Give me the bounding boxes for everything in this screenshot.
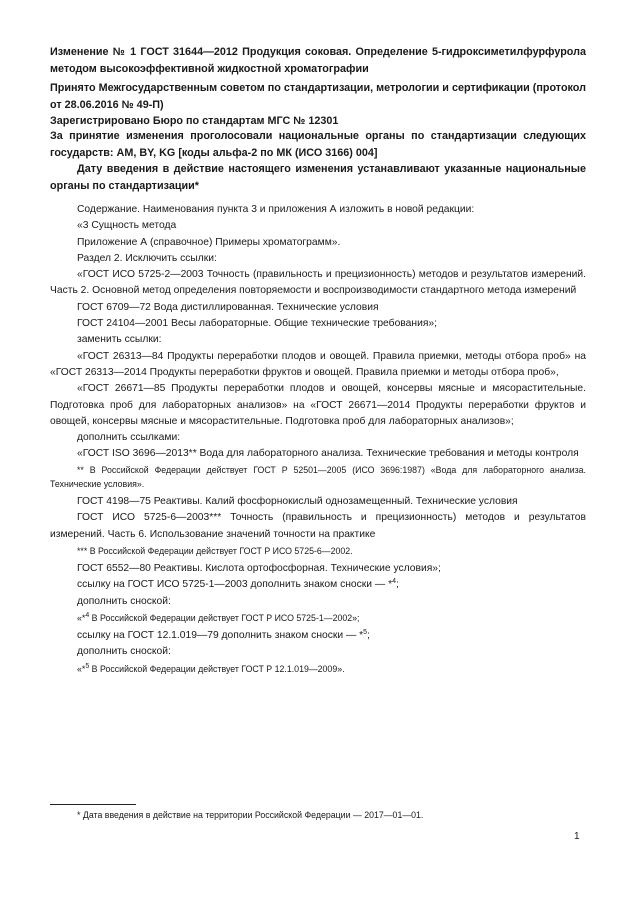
footnote-separator [50, 804, 136, 805]
footnote-5: «*$^5$ В Российской Федерации действует ГОСТ Р 12.1.019—2009». [77, 663, 345, 674]
body-line: ГОСТ 6709—72 Вода дистиллированная. Технические условия [77, 301, 379, 313]
body-line: ГОСТ 6552—80 Реактивы. Кислота ортофосфорная. Технические условия»; [77, 563, 441, 574]
body-line: «ГОСТ 26671—85 Продукты переработки плодов и овощей, консервы мясные и мясорастительные. Подготовка проб для лабораторных анализов» на «ГОСТ 26671—2014 Продукты переработки фруктов и овощей, консервы мясные и мясорастительные. Подготовка проб для лабораторных анализов»; [50, 383, 586, 427]
body-line: дополнить сноской: [77, 646, 171, 658]
effective-date-statement: Дату введения в действие настоящего изменения устанавливают указанные национальные органы по стандартизации* [50, 163, 586, 192]
footnote-iso3696: ** В Российской Федерации действует ГОСТ Р 52501—2005 (ИСО 3696:1987) «Вода для лабораторного анализа. Технические условия». [50, 465, 586, 489]
body-line: дополнить ссылками: [77, 432, 181, 444]
page-number: 1 [574, 831, 580, 842]
amendment-title: Изменение № 1 ГОСТ 31644—2012 Продукция соковая. Определение 5-гидроксиметилфурфурола методом высокоэффективной жидкостной хроматографии [50, 46, 586, 75]
body-line: ГОСТ ИСО 5725-6—2003*** Точность (правильность и прецизионность) методов и результатов измерений. Часть 6. Использование значений точности на практике [50, 512, 586, 540]
voting-statement: За принятие изменения проголосовали национальные органы по стандартизации следующих государств: AM, BY, KG [коды альфа-2 по МК (ИСО 3166) 004] [50, 130, 586, 159]
body-line: «3 Сущность метода [77, 220, 177, 232]
body-line: ссылку на ГОСТ 12.1.019—79 дополнить знаком сноски — *$^5$; [77, 629, 370, 641]
body-block-2 [50, 494, 586, 543]
body-line: Содержание. Наименования пункта 3 и приложения А изложить в новой редакции: [77, 204, 475, 215]
body-line: заменить ссылки: [77, 334, 162, 346]
footnote-iso5725-6: *** В Российской Федерации действует ГОСТ Р ИСО 5725-6—2002. [77, 546, 353, 556]
body-block-4 [50, 628, 586, 661]
body-line: «ГОСТ 26313—84 Продукты переработки плодов и овощей. Правила приемки, методы отбора проб» на «ГОСТ 26313—2014 Продукты переработки фруктов и овощей. Правила приемки и методы отбора проб», [50, 350, 586, 378]
page-footnote: * Дата введения в действие на территории Российской Федерации — 2017—01—01. [77, 810, 424, 820]
body-line: «ГОСТ ИСО 5725-2—2003 Точность (правильность и прецизионность) методов и результатов измерений. Часть 2. Основной метод определения повторяемости и воспроизводимости стандартного метода измерений [50, 269, 586, 297]
body-line: ГОСТ 24104—2001 Весы лабораторные. Общие технические требования»; [77, 318, 437, 330]
footnote-4: «*$^4$ В Российской Федерации действует ГОСТ Р ИСО 5725-1—2002»; [77, 612, 360, 623]
body-block-3 [50, 561, 586, 610]
body-line: ссылку на ГОСТ ИСО 5725-1—2003 дополнить знаком сноски — *$^4$; [77, 578, 399, 591]
registration-statement: Зарегистрировано Бюро по стандартам МГС № 12301 [50, 115, 339, 127]
body-line: Приложение А (справочное) Примеры хроматограмм». [77, 236, 341, 248]
body-block-1 [50, 202, 586, 463]
body-line: ГОСТ 4198—75 Реактивы. Калий фосфорнокислый однозамещенный. Технические условия [77, 496, 518, 507]
body-line: «ГОСТ ISO 3696—2013** Вода для лабораторного анализа. Технические требования и методы контроля [77, 448, 579, 460]
body-line: Раздел 2. Исключить ссылки: [77, 252, 217, 264]
adopted-statement: Принято Межгосударственным советом по стандартизации, метрологии и сертификации (протокол от 28.06.2016 № 49-П) [50, 82, 586, 111]
body-line: дополнить сноской: [77, 595, 171, 607]
